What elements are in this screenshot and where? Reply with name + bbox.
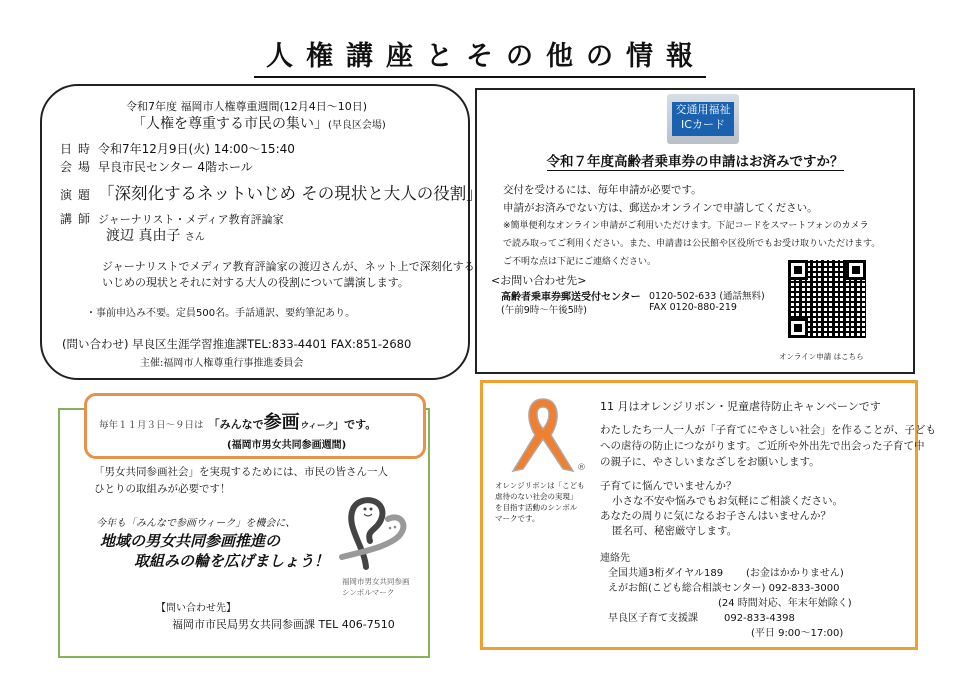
green-frame-top-left [58,408,86,410]
week-dates: 毎年１１月３日～９日は [99,420,204,431]
ic-card-label [672,102,734,136]
week-name-emphasis: 参画 [263,412,300,433]
ribbon-caption-line1: オレンジリボンは「こども [495,481,585,490]
question1: 子育てに悩んでいませんか？ [600,480,737,492]
senior-pass-body-line1: 交付を受けるには、毎年申請が必要です。 [503,184,702,196]
gender-slogan-line2: 取組みの輪を広げましょう！ [134,552,330,570]
topic-label: 演題 [60,188,97,202]
senior-pass-heading-text: 令和７年度高齢者乗車券の申請はお済みですか？ [546,154,844,170]
ribbon-caption-line2: 虐待のない社会の実現」 [495,492,578,501]
center-hours: (午前9時～午後5時) [501,305,588,316]
orange-ribbon-icon [505,395,581,477]
gender-slogan-lead: 今年も「みんなで参画ウィーク」を機会に、 [96,518,296,529]
registered-mark: ® [577,463,586,473]
venue-value: 早良市民センター 4階ホール [98,160,253,174]
lecturer-name: 渡辺 真由子 [106,228,181,244]
contact-phone: 092-833-3000 [768,583,840,594]
answer1: 小さな不安や悩みでもお気軽にご相談ください。 [612,495,843,507]
event-notes: ・事前申込み不要。定員500名。手話通訳、要約筆記あり。 [86,308,356,319]
contact-row-189 [608,564,844,579]
event-organizer: 主催:福岡市人権尊重行事推進委員会 [140,358,304,369]
lecturer-name-row [106,225,205,245]
description-line1: ジャーナリストでメディア教育評論家の渡辺さんが、ネット上で深刻化する [102,260,475,273]
venue-label: 会場 [60,160,97,174]
ribbon-caption-line3: を目指す活動のシンボル [495,503,578,512]
question2: あなたの周りに気になるお子さんはいませんか？ [600,510,831,522]
page-title: 人権講座とその他の情報 [0,34,960,73]
week-name-open: 「みんなで [208,418,264,431]
ic-card-label-line1: 交通用福祉 [675,103,731,116]
gender-body-line2: ひとりの取組みが必要です！ [94,483,231,495]
symbol-caption-line1: 福岡市男女共同参画 [342,577,410,586]
participation-week-header [84,393,426,459]
symbol-caption-line2: シンボルマーク [342,588,395,597]
orange-ribbon-panel [480,380,936,650]
week-name-close: 」です。 [333,418,377,431]
lecturer-label: 講師 [60,212,97,226]
ic-card-label-line2: ICカード [681,118,725,131]
contact-row-sawara [608,609,795,624]
qr-finder-top-left [788,260,808,280]
campaign-body-line2: への虐待の防止につながります。ご近所や外出先で出会った子育て中 [600,440,925,452]
event-contact-label: (問い合わせ) [62,337,129,351]
week-name-week: ウィーク [299,421,334,431]
center-phone: 0120-502-633 (通話無料) [649,291,765,302]
lecturer-title: ジャーナリスト・メディア教育評論家 [98,213,284,226]
center-fax: FAX 0120-880-219 [649,302,737,313]
event-header-line2 [132,113,386,133]
topic-row [60,180,483,204]
center-name: 高齢者乗車券郵送受付センター [501,292,641,303]
event-venue-note: (早良区会場) [328,120,386,131]
contact-note-egaokan: (24 時間対応、年末年始除く) [718,598,852,609]
contacts-heading: 連絡先 [600,553,630,564]
event-header-line1: 令和7年度 福岡市人権尊重週間(12月4日～10日) [126,100,368,113]
description-line2: いじめの現状とそれに対する大人の役割について講演します。 [102,276,409,289]
gender-contact-value: 福岡市市民局男女共同参画課 TEL 406-7510 [172,618,395,631]
event-name: 「人権を尊重する市民の集い」 [132,116,328,132]
gender-contact-heading: 【問い合わせ先】 [156,603,236,614]
gender-equality-symbol-icon [336,495,416,575]
contact-note: (お金はかかりません) [746,568,844,579]
topic-value: 「深刻化するネットいじめ その現状と大人の役割」 [98,184,483,203]
ribbon-caption-line4: マークです。 [495,514,540,523]
senior-pass-contact-heading: <お問い合わせ先> [491,274,587,287]
senior-pass-body-line2: 申請がお済みでない方は、郵送かオンラインで申請してください。 [503,202,818,214]
event-contact-row [62,336,411,352]
answer2: 匿名可、秘密厳守します。 [612,525,738,537]
gender-body-line1: 「男女共同参画社会」を実現するためには、市民の皆さん一人 [94,466,388,478]
venue-row [60,158,253,175]
contact-phone: 092-833-4398 [724,613,795,624]
senior-pass-body-line4: で読み取ってご利用ください。また、申請書は公民館や区役所でもお受け取りいただけます。 [503,239,881,249]
datetime-row [60,140,295,157]
ic-card-image [667,94,739,144]
senior-pass-panel [475,88,915,374]
lecturer-honorific: さん [184,232,205,243]
participation-week-subtitle: (福岡市男女共同参画週間) [227,440,347,451]
senior-pass-body-line5: ご不明な点は下記にご連絡ください。 [503,257,657,267]
qr-finder-bottom-left [788,318,808,338]
campaign-body-line3: の親子に、やさしいまなざしをお願いします。 [600,456,820,468]
datetime-label: 日時 [60,142,97,156]
human-rights-event-panel [40,84,483,380]
contact-phone: 189 [704,568,724,579]
campaign-body-line1: わたしたち一人一人が「子育てにやさしい社会」を作ることが、子ども [600,424,936,436]
contact-name: えがお館(こども総合相談センター) [608,583,766,594]
online-application-qr-code[interactable] [788,260,866,338]
contact-row-egaokan [608,579,839,594]
gender-slogan-line1: 地域の男女共同参画推進の [100,532,281,550]
senior-pass-heading [477,150,913,170]
campaign-heading: 11 月はオレンジリボン・児童虐待防止キャンペーンです [600,400,881,413]
datetime-value: 令和7年12月9日(火) 14:00～15:40 [98,142,295,156]
qr-caption: オンライン申請 はこちら [779,352,864,361]
senior-pass-body-line3: ※簡単便利なオンライン申請がご利用いただけます。下記コードをスマートフォンのカメラ [503,221,869,231]
contact-note-sawara: (平日 9:00～17:00) [751,628,844,639]
contact-name: 全国共通3桁ダイヤル [608,568,705,579]
contact-name: 早良区子育て支援課 [608,613,698,624]
qr-finder-top-right [846,260,866,280]
event-contact-value: 早良区生涯学習推進課TEL:833-4401 FAX:851-2680 [132,337,412,351]
participation-week-title [99,408,376,434]
